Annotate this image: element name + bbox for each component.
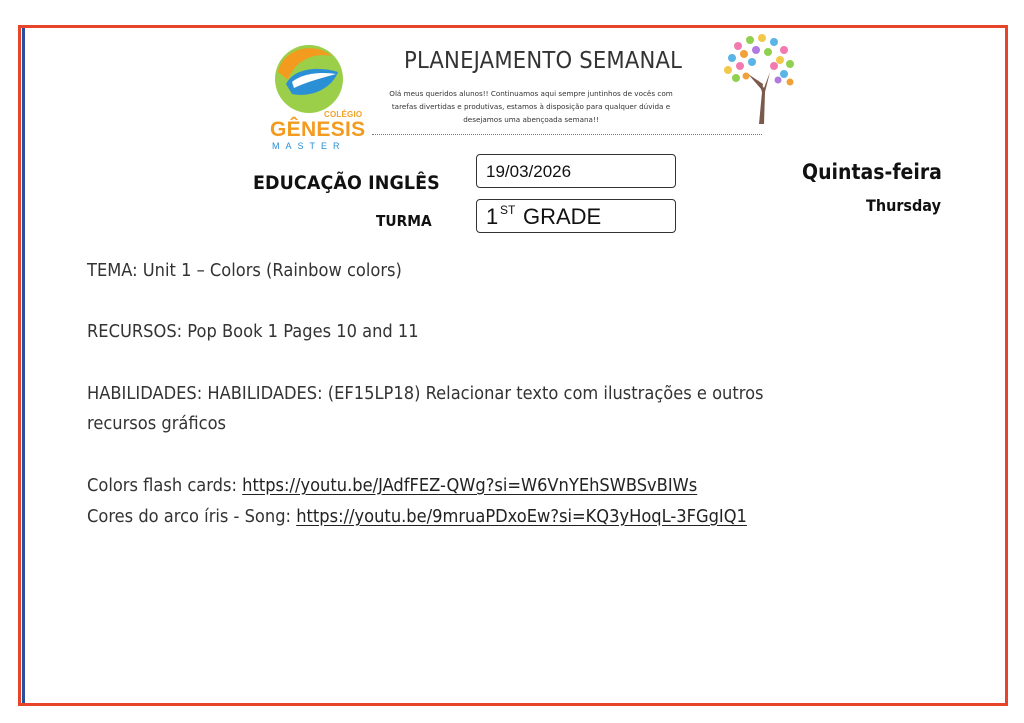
turma-label: TURMA xyxy=(376,212,432,230)
rainbow-song-line xyxy=(87,507,747,527)
date-field xyxy=(476,154,676,188)
logo-emblem-icon xyxy=(272,42,346,116)
page-title: PLANEJAMENTO SEMANAL xyxy=(404,48,683,74)
weekday-portuguese: Quintas-feira xyxy=(802,160,942,184)
logo-colegio-text: COLÉGIO xyxy=(324,110,363,119)
weekday-english: Thursday xyxy=(866,196,941,215)
page-frame-inner-line xyxy=(22,28,25,703)
grade-field xyxy=(476,199,676,233)
welcome-message: Olá meus queridos alunos!! Continuamos aqui sempre juntinhos de vocês com tarefas divertidas e produtivas, estamos à disposição para qualquer dúvida e desejamos uma abençoada semana!! xyxy=(389,89,673,124)
flash-cards-line xyxy=(87,476,697,496)
grade-word: GRADE xyxy=(523,204,602,229)
logo-name: GÊNESIS xyxy=(270,118,366,141)
habilidades-text-line2: recursos gráficos xyxy=(87,414,227,434)
tema-text: TEMA: Unit 1 – Colors (Rainbow colors) xyxy=(87,261,402,281)
flash-cards-label: Colors flash cards: xyxy=(87,476,243,496)
subject-label: EDUCAÇÃO INGLÊS xyxy=(253,172,440,194)
habilidades-text-line1: HABILIDADES: HABILIDADES: (EF15LP18) Relacionar texto com ilustrações e outros xyxy=(87,384,764,404)
school-logo xyxy=(266,42,370,154)
flash-cards-link[interactable]: https://youtu.be/JAdfFEZ-QWg?si=W6VnYEhSWBSvBIWs xyxy=(242,476,698,496)
logo-subtitle: MASTER xyxy=(272,141,346,151)
header-divider xyxy=(372,134,762,135)
page-frame xyxy=(18,25,1008,706)
rainbow-song-link[interactable]: https://youtu.be/9mruaPDxoEw?si=KQ3yHoqL-3FGgIQ1 xyxy=(296,507,747,527)
recursos-text: RECURSOS: Pop Book 1 Pages 10 and 11 xyxy=(87,322,419,342)
grade-number: 1 xyxy=(486,204,499,229)
grade-suffix: ST xyxy=(500,203,516,217)
rainbow-song-label: Cores do arco íris - Song: xyxy=(87,507,297,527)
date-value: 19/03/2026 xyxy=(486,162,572,181)
tree-icon xyxy=(718,32,800,124)
